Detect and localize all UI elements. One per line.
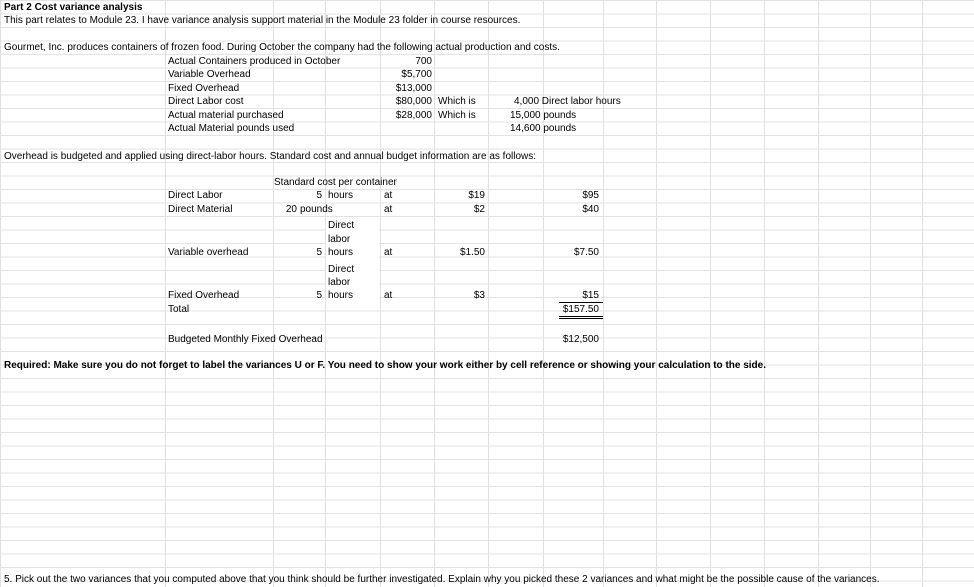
dl-qty[interactable]: 5 [316, 190, 322, 201]
column-line [656, 0, 657, 587]
budget-label: Budgeted Monthly Fixed Overhead [168, 334, 323, 345]
part-title: Part 2 Cost variance analysis [4, 2, 143, 13]
dm-unit: pounds [300, 204, 333, 215]
vo-unit: hours [328, 247, 354, 258]
actual-label: Variable Overhead [168, 69, 251, 80]
dl-rate[interactable]: $19 [468, 190, 485, 201]
total-label: Total [168, 304, 190, 315]
actual-label: Actual Containers produced in October [168, 56, 341, 67]
actual-note: Which is [438, 110, 476, 121]
standard-header: Standard cost per container [274, 177, 397, 188]
vo-direct: Direct [328, 220, 355, 231]
column-line [165, 0, 166, 587]
actual-label: Direct Labor cost [168, 96, 244, 107]
actual-label: Actual Material pounds used [168, 123, 295, 134]
column-line [710, 0, 711, 587]
scenario-text: Gourmet, Inc. produces containers of frozen food. During October the company had the following actual production and costs. [4, 42, 560, 53]
dm-rate[interactable]: $2 [473, 204, 485, 215]
vo-qty[interactable]: 5 [316, 247, 322, 258]
column-line [0, 0, 1, 587]
column-line [543, 0, 544, 587]
fo-labor: labor [328, 277, 351, 288]
fo-at: at [384, 290, 393, 301]
actual-note: Which is [438, 96, 476, 107]
vo-label: Variable overhead [168, 247, 249, 258]
question-5: 5. Pick out the two variances that you computed above that you think should be further investigated. Explain why you picked these 2 variances and what might be the possible cause of the variances. [4, 574, 880, 585]
total-value[interactable]: $157.50 [562, 304, 599, 315]
actual-extra[interactable]: 4,000 Direct labor hours [514, 96, 621, 107]
fo-direct: Direct [328, 264, 355, 275]
actual-value[interactable]: $28,000 [395, 110, 432, 121]
vo-labor: labor [328, 234, 351, 245]
total-double-underline [559, 316, 603, 319]
column-line [922, 0, 923, 587]
column-line [603, 0, 604, 587]
column-line [818, 0, 819, 587]
dm-total[interactable]: $40 [582, 204, 599, 215]
actual-label: Fixed Overhead [168, 83, 240, 94]
actual-value[interactable]: $13,000 [395, 83, 432, 94]
actual-value[interactable]: 700 [415, 56, 432, 67]
vo-rate[interactable]: $1.50 [459, 247, 485, 258]
dl-total[interactable]: $95 [582, 190, 599, 201]
column-line [870, 0, 871, 587]
fo-unit: hours [328, 290, 354, 301]
fo-total[interactable]: $15 [582, 290, 599, 301]
dm-qty[interactable]: 20 [285, 204, 297, 215]
dl-at: at [384, 190, 393, 201]
column-line [488, 0, 489, 587]
overhead-note: Overhead is budgeted and applied using direct-labor hours. Standard cost and annual budget information are as follows: [4, 151, 537, 162]
part-intro: This part relates to Module 23. I have variance analysis support material in the Module 23 folder in course resources. [4, 15, 521, 26]
actual-label: Actual material purchased [168, 110, 284, 121]
fo-rate[interactable]: $3 [473, 290, 485, 301]
budget-value[interactable]: $12,500 [562, 334, 599, 345]
actual-value[interactable]: $80,000 [395, 96, 432, 107]
required-text: Required: Make sure you do not forget to label the variances U or F. You need to show your work either by cell reference or showing your calculation to the side. [4, 360, 767, 371]
dl-unit: hours [328, 190, 354, 201]
dm-label: Direct Material [168, 204, 233, 215]
fo-qty[interactable]: 5 [316, 290, 322, 301]
vo-total[interactable]: $7.50 [573, 247, 599, 258]
actual-extra[interactable]: 14,600 pounds [510, 123, 577, 134]
actual-value[interactable]: $5,700 [401, 69, 432, 80]
dl-label: Direct Labor [168, 190, 223, 201]
column-line [764, 0, 765, 587]
vo-at: at [384, 247, 393, 258]
fo-label: Fixed Overhead [168, 290, 240, 301]
actual-extra[interactable]: 15,000 pounds [510, 110, 577, 121]
subtotal-underline [559, 302, 603, 303]
dm-at: at [384, 204, 393, 215]
